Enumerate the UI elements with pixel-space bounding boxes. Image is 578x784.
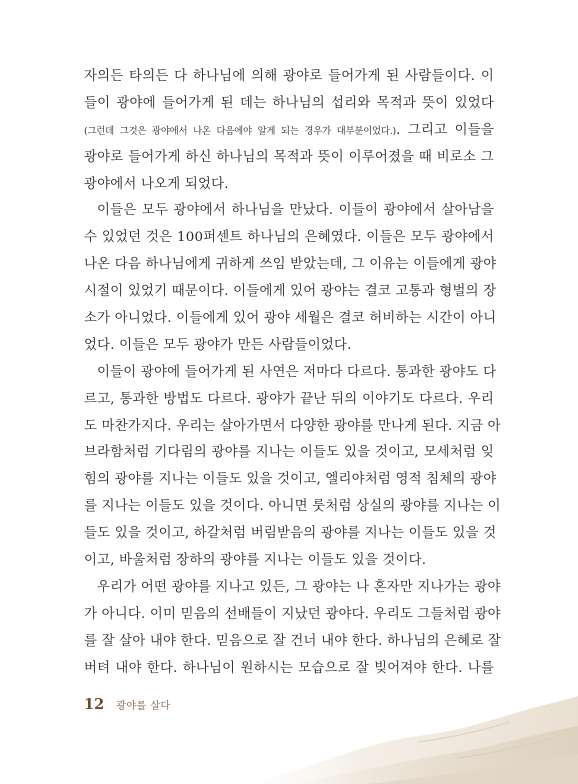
text-line: 광야에서 나오게 되었다. [84,176,229,192]
text-line: 시절이 있었기 때문이다. 이들에게 있어 광야는 결코 고통과 형벌의 장 [84,284,497,300]
text-line: 광야로 들어가게 하신 하나님의 목적과 뜻이 이루어졌을 때 비로소 그 [84,149,494,165]
text-line: 브라함처럼 기다림의 광야를 지나는 이들도 있을 것이고, 모세처럼 잊 [84,445,494,461]
text-line: 들이 광야에 들어가게 된 데는 하나님의 섭리와 목적과 뜻이 있었다 [84,95,494,111]
text-line: 도 마찬가지다. 우리는 살아가면서 다양한 광야를 만나게 된다. 지금 아 [84,418,501,434]
text-line: 수 있었던 것은 100퍼센트 하나님의 은혜였다. 이들은 모두 광야에서 [84,230,494,246]
text-line: 소가 아니었다. 이들에게 있어 광야 세월은 결코 허비하는 시간이 아니 [84,311,497,327]
paragraph-4 [84,575,502,683]
text-line: 이들은 모두 광야에서 하나님을 만났다. 이들이 광야에서 살아남을 [97,203,494,219]
text-line: 르고, 통과한 방법도 다르다. 광야가 끝난 뒤의 이야기도 다르다. 우리 [84,391,494,407]
paragraph-1 [84,64,494,198]
page-footer [84,696,171,713]
page-number: 12 [84,696,105,713]
text-fragment: . 그리고 이들을 [396,122,494,138]
paragraph-3 [84,360,501,575]
body-text [84,64,502,682]
text-line: 를 잘 살아 내야 한다. 믿음으로 잘 건너 내야 한다. 하나님의 은혜로 잘 [84,633,502,649]
text-line: 버텨 내야 한다. 하나님이 원하시는 모습으로 잘 빚어져야 한다. 나를 [84,660,494,676]
text-line: 자의든 타의든 다 하나님에 의해 광야로 들어가게 된 사람들이다. 이 [84,69,494,84]
text-line [84,118,494,145]
text-line: 었다. 이들은 모두 광야가 만든 사람들이었다. [84,337,352,353]
desert-illustration [248,674,578,784]
text-line: 를 지나는 이들도 있을 것이다. 아니면 룻처럼 상실의 광야를 지나는 이 [84,499,501,515]
text-line: 나온 다음 하나님에게 귀하게 쓰임 받았는데, 그 이유는 이들에게 광야 [84,257,497,273]
text-line: 가 아니다. 이미 믿음의 선배들이 지났던 광야다. 우리도 그들처럼 광야 [84,606,501,622]
parenthetical-note: (그런데 그것은 광야에서 나온 다음에야 알게 되는 경우가 대부분이었다.) [84,125,396,137]
text-line: 이고, 바울처럼 장하의 광야를 지나는 이들도 있을 것이다. [84,553,427,569]
text-line: 힘의 광야를 지나는 이들도 있을 것이고, 엘리야처럼 영적 침체의 광야 [84,472,497,488]
text-line: 이들이 광야에 들어가게 된 사연은 저마다 다르다. 통과한 광야도 다 [97,364,497,380]
text-line: 우리가 어떤 광야를 지나고 있든, 그 광야는 나 혼자만 지나가는 광야 [97,579,501,595]
paragraph-2 [84,198,497,359]
running-title: 광야를 살다 [116,701,171,712]
text-line: 들도 있을 것이고, 하갈처럼 버림받음의 광야를 지나는 이들도 있을 것 [84,526,497,542]
